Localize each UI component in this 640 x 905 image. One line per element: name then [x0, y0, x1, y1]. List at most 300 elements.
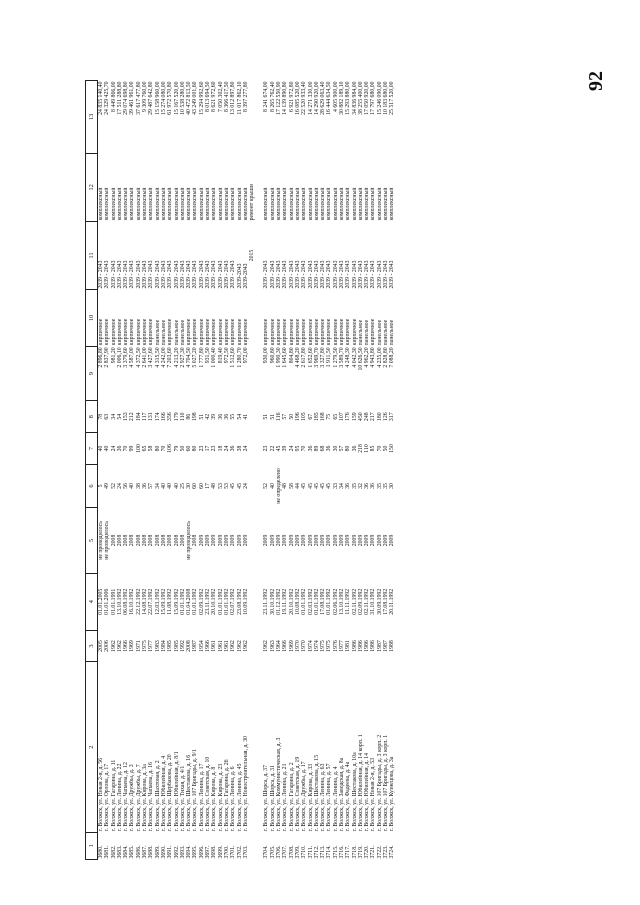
table-cell: 99: [129, 445, 136, 452]
table-cell: 930,00: [263, 347, 270, 364]
table-cell: 2009: [364, 534, 371, 547]
table-cell: кирпичное: [205, 318, 212, 346]
table-cell: 1985: [173, 640, 180, 652]
table-cell: 11.08.1992: [167, 588, 174, 615]
table-cell: 2039 - 2043: [320, 260, 327, 289]
table-cell: 12.03.1992: [154, 588, 161, 615]
table-cell: 50: [383, 445, 390, 452]
table-cell: 2008: [129, 534, 136, 547]
table-cell: 2039 - 2043: [301, 260, 308, 289]
table-cell: 36: [345, 483, 352, 489]
table-cell: 2009: [236, 534, 243, 547]
table-cell: 01.01.2005: [98, 588, 104, 615]
table-cell: 95: [294, 445, 301, 452]
table-cell: 1977: [338, 640, 345, 652]
table-cell: кирпичное: [230, 318, 237, 346]
table-cell: 1987: [383, 640, 390, 652]
table-cell: комплексный: [370, 187, 377, 221]
table-cell: 36: [142, 483, 149, 489]
table-cell: 48: [282, 483, 289, 489]
spacer-cell: [255, 81, 263, 860]
table-cell: 40: [167, 483, 174, 489]
table-cell: 3716.: [338, 845, 345, 859]
table-cell: 1986: [357, 640, 364, 652]
table-cell: 2009: [211, 534, 218, 547]
table-cell: 184: [135, 412, 142, 422]
table-cell: 3690.: [160, 845, 167, 859]
table-cell: 40: [98, 445, 104, 452]
table-cell: 3707.: [282, 845, 289, 859]
table-cell: 2039 - 2043: [357, 260, 364, 289]
table-cell: 2008: [167, 534, 174, 547]
table-cell: комплексный: [351, 187, 358, 221]
table-cell: 960,80: [269, 347, 276, 364]
table-cell: 1 645,60: [282, 347, 289, 368]
table-cell: 30.10.1992: [269, 588, 276, 615]
table-cell: 2039 - 2043: [211, 260, 218, 289]
table-cell: г. Волжск, ул. Юбилейная, д. 4: [160, 755, 167, 832]
table-cell: комплексный: [123, 187, 130, 221]
table-cell: 1966: [282, 640, 289, 652]
table-cell: кирпичное: [288, 318, 295, 346]
table-cell: 2039 - 2043: [198, 260, 205, 289]
table-cell: 2009: [263, 534, 270, 547]
table-cell: 168: [320, 412, 327, 422]
table-cell: 30: [332, 445, 339, 452]
table-cell: кирпичное: [123, 318, 130, 346]
table-cell: 25: [179, 483, 186, 489]
table-cell: 1961: [223, 640, 230, 652]
table-cell: 3704.: [263, 845, 270, 859]
table-cell: кирпичное: [167, 318, 174, 346]
table-cell: 3 969,70: [313, 347, 320, 368]
table-cell: 60: [186, 445, 193, 452]
column-header: 12: [86, 153, 98, 221]
table-cell: 450: [357, 412, 364, 422]
table-cell: 2009: [383, 534, 390, 547]
table-cell: 51: [269, 413, 276, 420]
table-cell: г. Волжск, ул. Юбилейная, д. 14: [364, 752, 371, 832]
table-cell: кирпичное: [282, 318, 289, 346]
table-cell: 153: [123, 412, 130, 422]
table-cell: 126: [383, 412, 390, 422]
table-cell: 30: [186, 483, 193, 489]
table-cell: 2039 - 2043: [104, 260, 111, 289]
table-cell: 30: [389, 483, 396, 489]
table-cell: 2039-2043: [236, 263, 243, 289]
table-cell: 8 241 674,00: [263, 81, 270, 112]
column-header: 8: [86, 401, 98, 433]
table-cell: 44: [294, 483, 301, 489]
table-cell: 45: [236, 483, 243, 489]
table-cell: 3691.: [167, 845, 174, 859]
table-cell: 4 704,50: [186, 347, 193, 368]
table-cell: 1975: [320, 640, 327, 652]
table-cell: 36: [116, 445, 123, 452]
table-cell: 2009: [205, 534, 212, 547]
table-cell: комплексный: [376, 187, 383, 221]
table-cell: комплексный: [142, 187, 149, 221]
table-cell: 176: [345, 412, 352, 422]
table-cell: 70: [123, 445, 130, 452]
table-cell: 3686.: [135, 845, 142, 859]
table-cell: 15 294 992,60: [198, 81, 205, 115]
table-cell: не проводилось: [186, 521, 193, 560]
table-cell: кирпичное: [186, 318, 193, 346]
table-cell: 3687.: [142, 845, 149, 859]
table-cell: 54: [236, 413, 243, 420]
table-cell: 10 538 280,00: [179, 81, 186, 115]
table-cell: 2039 - 2043: [389, 260, 396, 289]
table-cell: 1976: [332, 640, 339, 652]
table-cell: 15 274 080,00: [160, 81, 167, 115]
table-cell: 2008: [148, 534, 155, 547]
table-cell: комплексный: [192, 187, 199, 221]
table-cell: 14 271 330,00: [307, 81, 314, 115]
table-cell: кирпичное: [142, 318, 149, 346]
table-cell: 45: [307, 483, 314, 489]
table-cell: 4 242,00: [160, 347, 167, 368]
table-cell: 02.11.1992: [364, 588, 371, 615]
table-cell: г. Волжск, ул. Щербакова, д. 20: [167, 754, 174, 832]
table-cell: комплексный: [276, 187, 283, 221]
table-cell: 58: [288, 483, 295, 489]
table-cell: комплексный: [135, 187, 142, 221]
table-cell: комплексный: [148, 187, 155, 221]
table-cell: 1962: [110, 640, 117, 652]
table-cell: кирпичное: [110, 318, 117, 346]
table-cell: 11.11.1992: [345, 588, 352, 615]
table-cell: 39: [211, 413, 218, 420]
table-cell: 36: [217, 413, 224, 420]
table-cell: кирпичное: [217, 318, 224, 346]
table-cell: 01.01.2006: [104, 588, 111, 615]
table-cell: 3702.: [236, 845, 243, 859]
table-cell: 2009: [301, 534, 308, 547]
table-cell: 3 327,80: [320, 347, 327, 368]
table-cell: 2039 - 2043: [376, 260, 383, 289]
table-cell: 38: [236, 445, 243, 452]
table-cell: 15.09.1992: [160, 588, 167, 615]
table-cell: 3711.: [307, 845, 314, 859]
table-cell: 39 461 961,00: [129, 81, 136, 115]
table-cell: 55: [230, 413, 237, 420]
table-cell: панельное: [173, 319, 180, 346]
table-cell: 1987: [376, 640, 383, 652]
table-cell: 2009: [217, 534, 224, 547]
table-cell: 981,20: [110, 347, 117, 364]
table-cell: г. Волжск, ул. Шестакова, д. 15: [313, 754, 320, 832]
table-cell: 4 605 900,00: [332, 81, 339, 112]
table-cell: 40: [104, 445, 111, 452]
table-cell: 2009: [288, 534, 295, 547]
table-cell: 36: [307, 445, 314, 452]
table-cell: 24: [116, 483, 123, 489]
table-cell: комплексный: [301, 187, 308, 221]
table-cell: 2008: [186, 640, 193, 652]
table-cell: 2009: [345, 534, 352, 547]
table-cell: комплексный: [205, 187, 212, 221]
table-cell: 35: [376, 483, 383, 489]
table-cell: панельное: [179, 319, 186, 346]
table-cell: не проводилось: [104, 521, 111, 560]
table-cell: 20.10.1992: [211, 588, 218, 615]
table-cell: 23: [198, 445, 205, 452]
table-cell: г. Волжск, ул. Шестакова, д. 16: [186, 754, 193, 832]
table-cell: 2008: [173, 534, 180, 547]
table-cell: 24: [288, 445, 295, 452]
table-cell: 159: [351, 412, 358, 422]
table-cell: 1987: [192, 640, 199, 652]
table-cell: 2005: [98, 640, 104, 652]
table-cell: 3 427,60: [148, 347, 155, 368]
table-cell: 4 235,00: [376, 347, 383, 368]
table-cell: г. Волжск, ул. 107 Бригады, д. 3 корп. 1: [383, 734, 390, 832]
table-cell: 3717.: [345, 845, 352, 859]
table-cell: 3695.: [192, 845, 199, 859]
table-cell: 36: [230, 445, 237, 452]
table-cell: 2039 - 2043: [167, 260, 174, 289]
table-cell: 1962: [116, 640, 123, 652]
table-cell: кирпичное: [307, 318, 314, 346]
table-cell: г. Волжск, ул. 107 Бригады, д. 3 корп. 2: [376, 734, 383, 832]
table-cell: 39: [282, 445, 289, 452]
table-cell: комплексный: [364, 187, 371, 221]
table-cell: 3692.: [173, 845, 180, 859]
table-cell: 49: [104, 483, 111, 489]
table-cell: г. Волжск, ул. Орлова, д. 17: [104, 763, 111, 832]
table-cell: г. Волжск, ул. Ленина, д. 63: [320, 763, 327, 832]
table-cell: 02.06.1992: [332, 588, 339, 615]
header-row: [86, 81, 98, 860]
table-cell: 174: [154, 412, 161, 422]
table-cell: г. Волжск, ул. Кирова, д. 8: [211, 766, 218, 832]
table-cell: 3720.: [364, 845, 371, 859]
table-cell: 105: [301, 412, 308, 422]
table-cell: 2039 - 2043: [173, 260, 180, 289]
table-cell: 2008: [179, 534, 186, 547]
table-cell: 972,50: [223, 347, 230, 364]
table-cell: 2009: [313, 534, 320, 547]
table-cell: кирпичное: [370, 318, 377, 346]
table-cell: 2009: [269, 534, 276, 547]
table-cell: 2039 - 2043: [142, 260, 149, 289]
table-cell: 36: [326, 445, 333, 452]
table-cell: комплексный: [338, 187, 345, 221]
note-label: ремонт крыши: [249, 184, 256, 221]
table-cell: 60: [192, 483, 199, 489]
table-cell: 22.07.1992: [148, 588, 155, 615]
table-cell: 3709.: [294, 845, 301, 859]
table-cell: 40: [269, 483, 276, 489]
table-cell: 2 006,10: [116, 347, 123, 368]
table-cell: 70: [376, 445, 383, 452]
table-cell: 2008: [154, 534, 161, 547]
table-cell: панельное: [389, 319, 396, 346]
table-cell: 2039 - 2043: [116, 260, 123, 289]
table-cell: 1992: [179, 640, 186, 652]
table-cell: 116: [276, 412, 283, 421]
table-cell: 1966: [205, 640, 212, 652]
table-cell: 1 652,60: [307, 347, 314, 368]
table-cell: 4 213,20: [173, 347, 180, 368]
table-cell: 17 511 288,80: [116, 81, 123, 115]
table-cell: кирпичное: [129, 318, 136, 346]
table-cell: 02.07.1992: [230, 588, 237, 615]
table-cell: 100: [135, 444, 142, 453]
table-cell: 51: [198, 413, 205, 420]
table-cell: 24 329 425,70: [104, 81, 111, 115]
table-cell: 107: [338, 412, 345, 422]
table-cell: 2009: [282, 534, 289, 547]
table-cell: 5: [98, 484, 104, 488]
table-cell: г. Волжск, ул. Ленина, д. 57: [326, 763, 333, 832]
table-cell: 22.12.1992: [135, 588, 142, 615]
table-cell: 2039 - 2043: [192, 260, 199, 289]
column-header: 2: [86, 662, 98, 832]
table-cell: 16 085 520,00: [294, 81, 301, 115]
table-cell: 3708.: [288, 845, 295, 859]
table-cell: 2039 - 2043: [288, 260, 295, 289]
table-cell: 40: [173, 483, 180, 489]
table-cell: кирпичное: [294, 318, 301, 346]
table-cell: 8 621 972,60: [211, 81, 218, 112]
table-cell: 57: [148, 483, 155, 489]
table-cell: 1962: [230, 640, 237, 652]
table-cell: 8 449 866,00: [110, 81, 117, 112]
table-cell: 17 050 920,00: [364, 81, 371, 115]
table-cell: 24: [242, 483, 249, 489]
table-cell: панельное: [154, 319, 161, 346]
table-cell: 38: [135, 483, 142, 489]
table-cell: 1969: [288, 640, 295, 652]
table-cell: 54: [116, 413, 123, 420]
table-cell: 1971: [135, 640, 142, 652]
table-cell: комплексный: [160, 187, 167, 221]
table-cell: г. Волжск, ул. 107 Бригады, д. 9/1: [192, 749, 199, 832]
table-cell: 1984: [160, 640, 167, 652]
table-cell: комплексный: [383, 187, 390, 221]
table-cell: 1981: [345, 640, 352, 652]
table-cell: 2008: [123, 534, 130, 547]
table-cell: 3703.: [242, 845, 249, 859]
table-cell: 13 012 897,80: [230, 81, 237, 115]
table-cell: 9 309 760,00: [142, 81, 149, 112]
table-cell: панельное: [357, 319, 364, 346]
table-cell: 356: [167, 412, 174, 422]
table-cell: г. Волжск, ул. Кирова, д. 23: [217, 763, 224, 832]
table-cell: 2009: [326, 534, 333, 547]
table-cell: г. Волжск, ул. Шестакова, д. 10а: [351, 752, 358, 832]
table-cell: кирпичное: [242, 318, 249, 346]
table-cell: 34: [110, 413, 117, 420]
table-cell: 35: [383, 483, 390, 489]
table-cell: 78: [98, 413, 104, 420]
table-cell: 3722.: [376, 845, 383, 859]
table-cell: кирпичное: [338, 318, 345, 346]
table-cell: кирпичное: [345, 318, 352, 346]
table-cell: 2 927,30: [179, 347, 186, 368]
table-cell: 110: [364, 444, 371, 453]
table-cell: 248: [364, 412, 371, 422]
table-cell: 166: [160, 412, 167, 422]
column-header: 4: [86, 573, 98, 630]
table-cell: 2039 - 2043: [123, 260, 130, 289]
table-cell: 2039 - 2043: [217, 260, 224, 289]
table-cell: 86: [186, 413, 193, 420]
table-cell: 4 372,50: [135, 347, 142, 368]
table-cell: 8 013 694,50: [205, 81, 212, 112]
table-cell: 01.01.1992: [192, 588, 199, 615]
table-cell: 18: [217, 445, 224, 452]
table-cell: 819,40: [217, 347, 224, 364]
table-cell: 10 626,50: [357, 347, 364, 371]
table-cell: 972,00: [242, 347, 249, 364]
table-cell: 2039 - 2043: [148, 260, 155, 289]
table-cell: 8 366 417,50: [223, 81, 230, 112]
table-cell: г. Волжск, ул. Шорса, д. 37: [263, 765, 270, 832]
table-cell: 57: [338, 445, 345, 452]
table-cell: 45: [301, 483, 308, 489]
table-cell: 106: [167, 444, 174, 453]
spacer-row: [255, 81, 263, 860]
table-cell: 7 050 302,40: [217, 81, 224, 112]
table-cell: комплексный: [332, 187, 339, 221]
table-cell: 36: [370, 483, 377, 489]
table-cell: г. Волжск, ул. Ленина, д. 45: [236, 763, 243, 832]
table-cell: комплексный: [167, 187, 174, 221]
table-cell: комплексный: [282, 187, 289, 221]
table-cell: 15 246 090,00: [376, 81, 383, 115]
table-cell: 48: [211, 483, 218, 489]
table-cell: г. Волжск, ул. Кирова, д. 33: [307, 763, 314, 832]
table-row: [98, 81, 105, 860]
table-cell: комплексный: [154, 187, 161, 221]
table-cell: 17: [205, 445, 212, 452]
table-cell: 45: [276, 445, 283, 452]
table-cell: 89: [313, 445, 320, 452]
table-cell: 1 990,30: [276, 347, 283, 368]
table-cell: комплексный: [211, 187, 218, 221]
table-cell: 2009: [230, 534, 237, 547]
table-cell: 1964: [276, 640, 283, 652]
table-cell: 1961: [211, 640, 218, 652]
table-cell: г. Волжск, ул. Шорса, д. 31: [269, 765, 276, 832]
table-cell: комплексный: [110, 187, 117, 221]
table-cell: 41: [242, 413, 249, 420]
table-cell: 23.11.1992: [205, 588, 212, 615]
table-cell: 3705.: [269, 845, 276, 859]
table-cell: 1962: [242, 640, 249, 652]
table-cell: 4 943,80: [370, 347, 377, 368]
table-cell: 2009: [307, 534, 314, 547]
table-cell: 23: [211, 445, 218, 452]
table-cell: 2008: [110, 534, 117, 547]
table-cell: 2039 - 2043: [345, 260, 352, 289]
table-cell: кирпичное: [276, 318, 283, 346]
column-header: 3: [86, 630, 98, 662]
table-cell: 2039 - 2043: [160, 260, 167, 289]
table-cell: г. Волжск, ул. Советская, д. 10: [205, 756, 212, 832]
table-cell: 4 587,00: [129, 347, 136, 368]
table-cell: 3693.: [179, 845, 186, 859]
table-cell: 2039 - 2043: [205, 260, 212, 289]
table-cell: 13.10.1992: [338, 588, 345, 615]
table-cell: 3718.: [351, 845, 358, 859]
column-header: 10: [86, 290, 98, 347]
table-cell: комплексный: [326, 187, 333, 221]
table-cell: 23.11.1992: [263, 588, 270, 615]
